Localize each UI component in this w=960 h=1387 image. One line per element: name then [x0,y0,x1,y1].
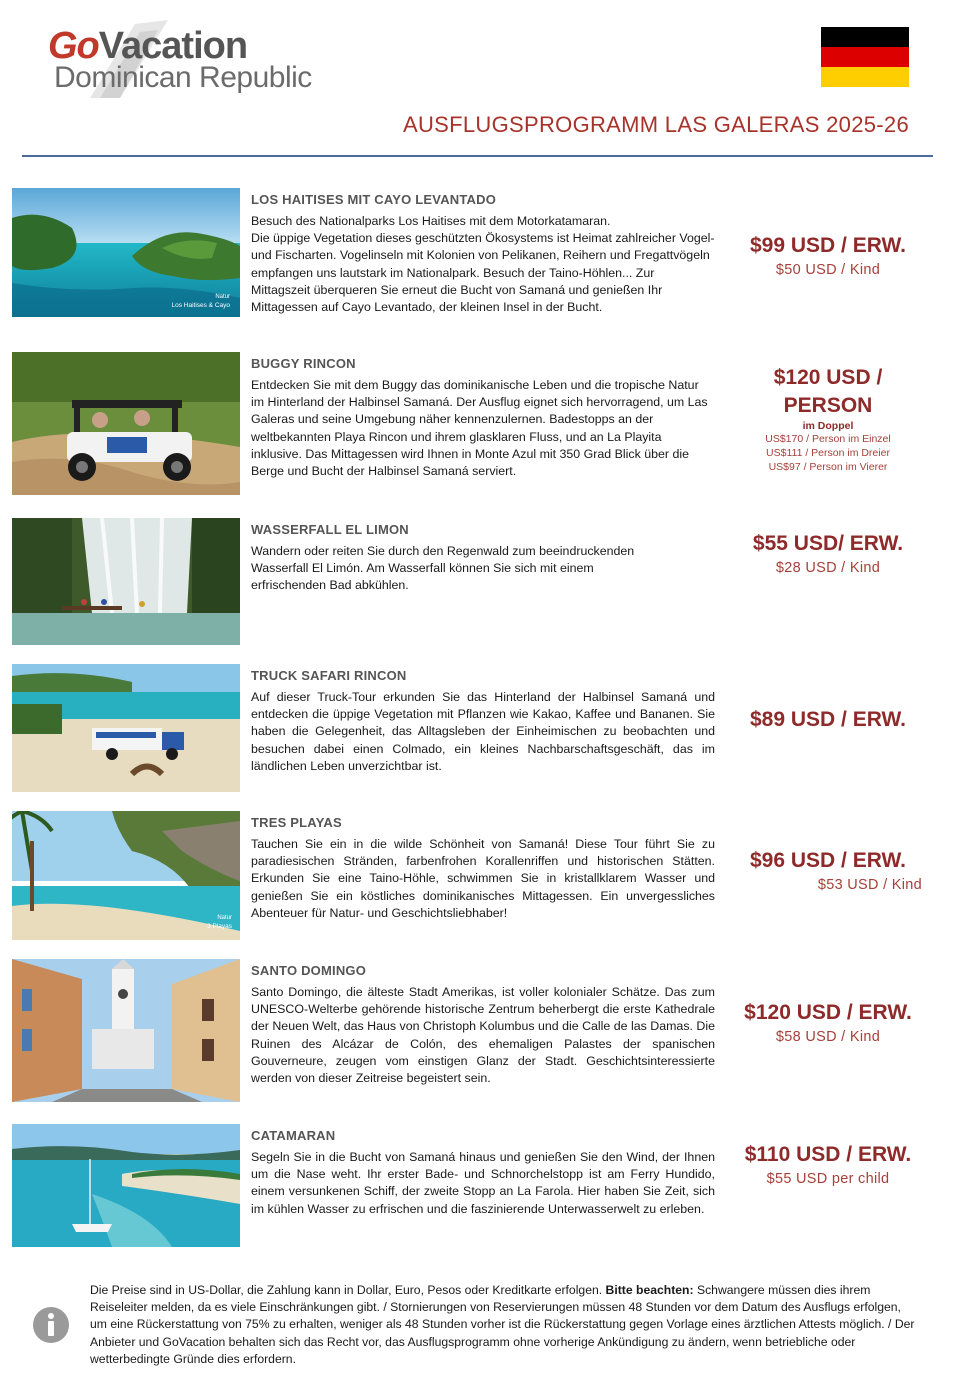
brand-logo [44,18,354,100]
tour-name: WASSERFALL EL LIMON [251,522,409,537]
tour-name: BUGGY RINCON [251,356,356,371]
info-icon [32,1306,70,1344]
footer-text: Schwangere müssen dies ihrem Reiseleiter melden, da es viele Einschränkungen gibt. / Stornierungen von Reservierungen müssen 48 Stunden vor dem Datum des Ausflugs erfolgen, um eine Rückerstattung von 75% zu erhalten, weniger als 48 Stunden vorher ist die Rückerstattung gegen Vorlage eines ärztlichen Attests möglich. / Der Anbieter und GoVacation behalten sich das Recht vor, das Ausflugsprogramm ohne vorherige Ankündigung zu ändern, wenn betriebliche oder wetterbedingte Gründe dies erfordern. [90,1283,915,1366]
photo-caption: 3 Playas [207,923,232,930]
tour-description: Besuch des Nationalparks Los Haitises mit dem Motorkatamaran. Die üppige Vegetation dieses geschützten Ökosystems ist Heimat zahlreicher Vogel- und Fischarten. Vogelinseln mit Kolonien von Pelikanen, Reihern und Fregattvögeln empfangen uns lautstark im Nationalpark. Besuch der Taino-Höhlen... Zur Mittagszeit überqueren Sie erneut die Bucht von Samaná und genießen Ihr Mittagessen auf Cayo Levantado, der kleinen Insel in der Bucht. [251,214,715,315]
tour-name: TRES PLAYAS [251,815,342,830]
tour-description: Wandern oder reiten Sie durch den Regenwald zum beeindruckenden Wasserfall El Limón. Am Wasserfall können Sie sich mit einem erfrischenden Bad abkühlen. [251,544,635,593]
tour-price [724,999,932,1047]
price-adult: $55 USD/ ERW. [752,532,904,555]
price-line: US$97 / Person im Vierer [768,461,888,473]
footer-text: Die Preise sind in US-Dollar, die Zahlung kann in Dollar, Euro, Pesos oder Kreditkarte erfolgen. [90,1283,606,1297]
footer-warning-label: Bitte beachten: [605,1283,694,1297]
price-child: $28 USD / Kind [775,560,881,576]
tour-photo-santo-domingo [12,959,240,1102]
tour-photo-waterfall [12,518,240,645]
tour-body [251,352,715,480]
tour-price [724,1141,932,1189]
tour-description: Auf dieser Truck-Tour erkunden Sie das Hinterland der Halbinsel Samaná und entdecken die üppige Vegetation mit Pflanzen wie Kakao, Kaffee und Bananen. Sie haben die Gelegenheit, das Alltagsleben der Einheimischen zu beobachten und besuchen dabei einen Colmado, ein kleines Nachbarschaftsgeschäft, das im ländlichen Leben unverzichtbar ist. [251,690,715,773]
photo-caption: Natur [215,294,230,300]
tour-price [724,232,932,280]
waterfall-image [12,518,240,645]
price-person: $120 USD / [773,366,883,389]
tour-description: Segeln Sie in die Bucht von Samaná hinaus und genießen Sie den Wind, der Ihnen um die Nase weht. Ihr erster Bade- und Schnorchelstopp ist am Ferry Hundido, einem versunkenen Schiff, der zweite Stopp an La Farola. Hier haben Sie Zeit, sich im kühlen Wasser zu erfrischen und die faszinierende Unterwasserwelt zu erleben. [251,1150,715,1216]
price-adult: $120 USD / ERW. [744,1001,912,1024]
price-child: $58 USD / Kind [775,1029,881,1045]
logo-region-text: Dominican Republic [54,61,312,94]
photo-caption: Natur [217,915,232,921]
price-person-label: PERSON [783,394,873,417]
tour-photo-tres-playas [12,811,240,940]
price-line: US$170 / Person im Einzel [765,433,891,445]
tour-price [724,706,932,734]
price-adult: $99 USD / ERW. [749,234,906,257]
tour-name: LOS HAITISES MIT CAYO LEVANTADO [251,192,497,207]
page-title: AUSFLUGSPROGRAMM LAS GALERAS 2025-26 [403,112,909,137]
logo-vacation-text: Vacation [98,25,248,67]
header-divider [22,155,933,157]
tour-description: Entdecken Sie mit dem Buggy das dominikanische Leben und die tropische Natur im Hinterland der Halbinsel Samaná. Der Ausflug eignet sich hervorragend, um Las Galeras und seine Umgebung näher kennenzulernen. Badestopps an der weltbekannten Playa Rincon und ihrem glasklaren Fluss, und an La Playita inklusive. Das Mittagessen wird Ihnen in Monte Azul mit 350 Grad Blick über die Berge und Bucht der Halbinsel Samaná serviert. [251,378,708,479]
tour-name: SANTO DOMINGO [251,963,367,978]
tour-price [724,364,932,474]
price-child: $50 USD / Kind [775,262,881,278]
truck-beach-image [12,664,240,792]
tour-price [724,847,932,895]
tour-name: TRUCK SAFARI RINCON [251,668,407,683]
logo-go-text: Go [48,25,99,67]
price-child: $55 USD per child [766,1171,890,1187]
tour-price [724,530,932,578]
footer-notice [90,1282,920,1368]
tour-body [251,518,715,595]
tour-description: Tauchen Sie ein in die wilde Schönheit von Samaná! Diese Tour führt Sie zu paradiesischen Stränden, farbenfrohen Korallenriffen und historischen Stätten. Erkunden Sie eine Taino-Höhle, schwimmen Sie in kristallklarem Wasser und genießen Sie ein köstliches dominikanisches Mittagessen. Ein unvergessliches Abenteuer für Natur- und Geschichtsliebhaber! [251,837,715,920]
tour-body [251,664,715,775]
buggy-image [12,352,240,495]
tour-photo-los-haitises [12,188,240,317]
tour-body [251,811,715,922]
tour-body [251,959,715,1087]
tour-body [251,1124,715,1218]
tour-name: CATAMARAN [251,1128,336,1143]
colonial-street-image [12,959,240,1102]
photo-caption: Los Haitises & Cayo [171,302,230,309]
catamaran-image [12,1124,240,1247]
germany-flag-icon [821,27,909,87]
tour-photo-truck [12,664,240,792]
price-adult: $96 USD / ERW. [749,849,906,872]
tour-photo-catamaran [12,1124,240,1247]
price-note: im Doppel [802,420,854,432]
price-adult: $89 USD / ERW. [749,708,906,731]
price-line: US$111 / Person im Dreier [766,447,890,459]
tour-body [251,188,715,316]
price-adult: $110 USD / ERW. [744,1143,912,1166]
tour-description: Santo Domingo, die älteste Stadt Amerikas, ist voller kolonialer Schätze. Das zum UNESCO-Welterbe gehörende historische Zentrum beherbergt die erste Kathedrale der Neuen Welt, das Haus von Christoph Kolumbus und die Calle de las Damas. Die Ruinen des Alcázar de Colón, des ehemaligen Palastes der spanischen Gouverneure, zeugen vom einstigen Glanz der Stadt. Geschichtsinteressierte werden von dieser Zeitreise begeistert sein. [251,985,715,1086]
lagoon-island-image [12,188,240,317]
cliff-beach-image [12,811,240,940]
tour-photo-buggy [12,352,240,495]
price-child: $53 USD / Kind [817,877,922,893]
